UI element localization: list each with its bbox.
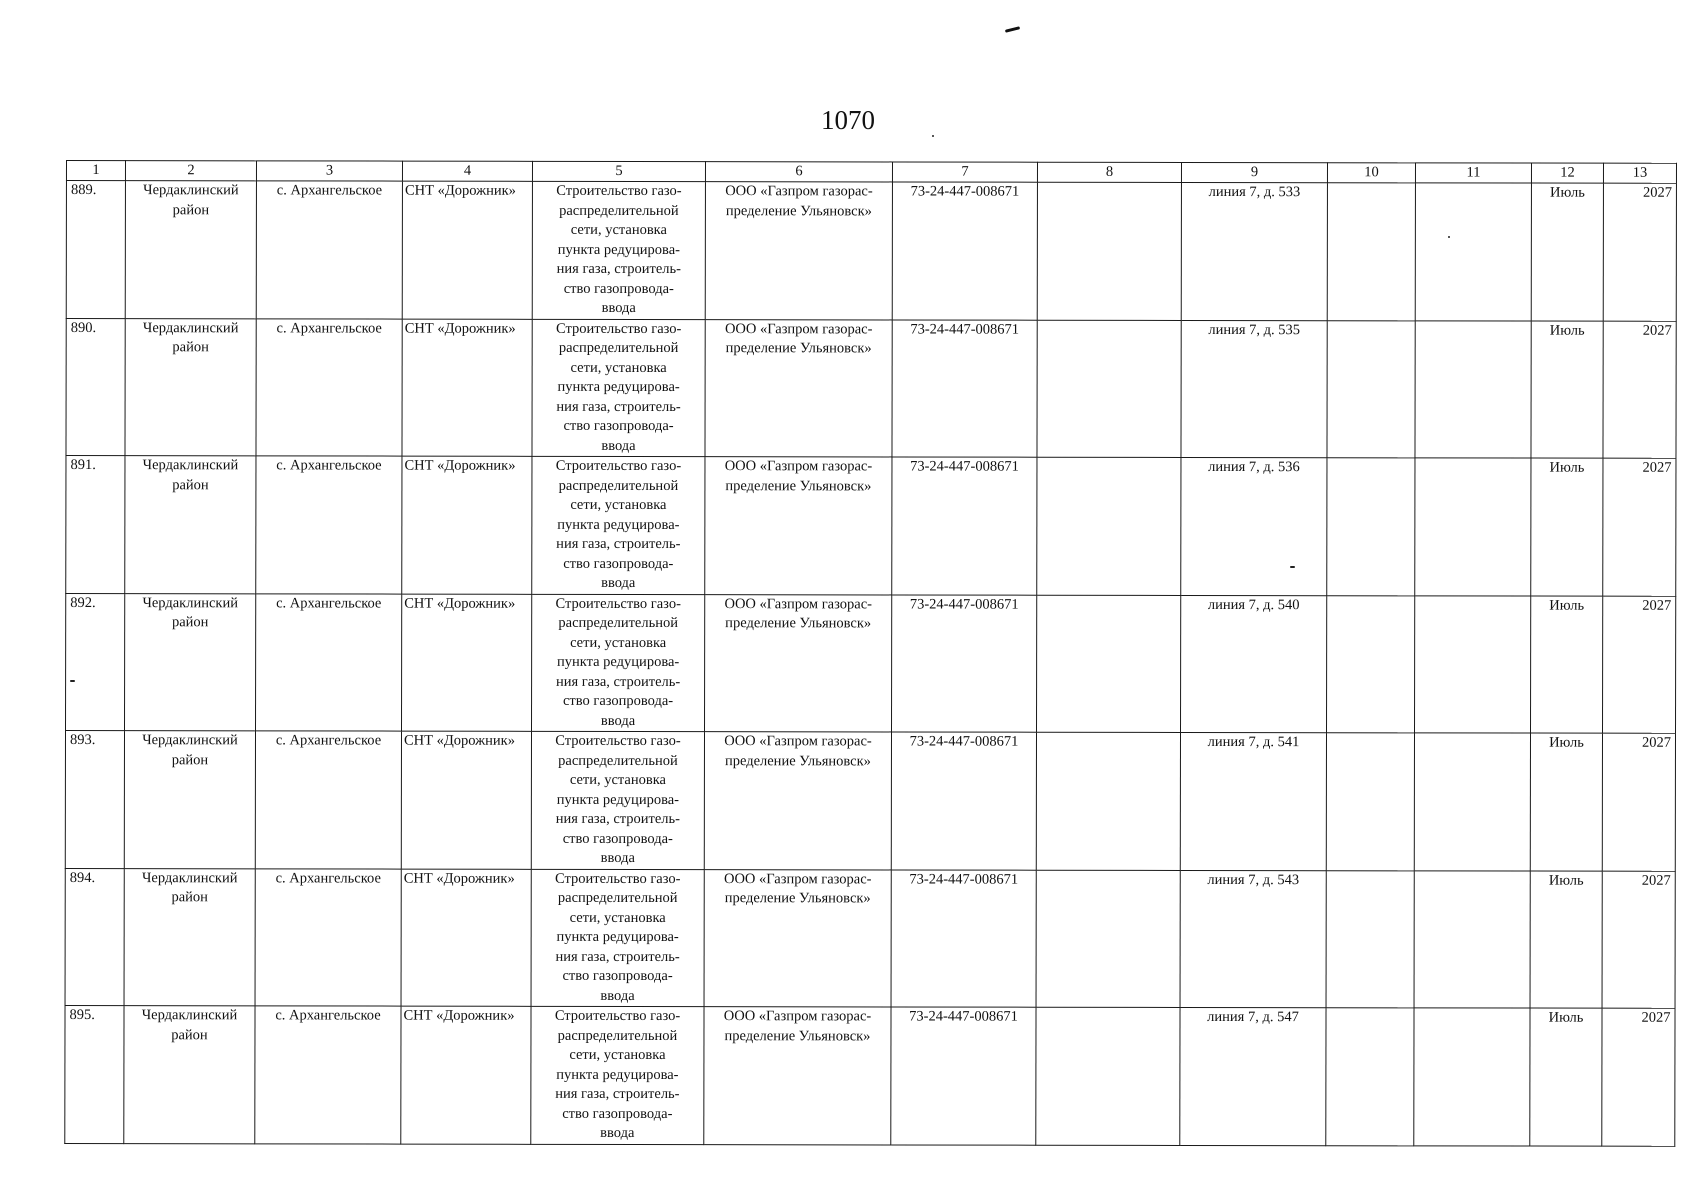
table-row xyxy=(65,1005,1675,1145)
table-body xyxy=(65,181,1677,1146)
work-description-line: распределительной xyxy=(557,1027,678,1044)
organization-line: пределение Ульяновск» xyxy=(725,615,872,632)
month-cell: Июль xyxy=(1531,183,1603,321)
table-row xyxy=(66,181,1676,321)
address-cell: линия 7, д. 543 xyxy=(1180,870,1326,1008)
column-10-cell xyxy=(1326,733,1414,871)
work-description-line: пункта редуцирова- xyxy=(556,928,679,946)
district-name: Чердаклинский xyxy=(142,594,239,611)
year-cell: 2027 xyxy=(1602,1008,1675,1146)
district-type: район xyxy=(171,751,209,768)
code-cell: 73-24-447-008671 xyxy=(892,457,1037,595)
work-description-line: Строительство газо- xyxy=(556,320,682,337)
column-10-cell xyxy=(1326,1008,1414,1146)
object-cell: СНТ «Дорожник» xyxy=(401,869,531,1007)
settlement-cell: с. Архангельское xyxy=(256,593,402,731)
table-row xyxy=(65,868,1675,1008)
column-header-10: 10 xyxy=(1327,163,1415,183)
code-cell: 73-24-447-008671 xyxy=(892,182,1037,320)
organization-cell xyxy=(705,182,892,320)
work-description-line: Строительство газо- xyxy=(555,457,682,475)
column-header-11: 11 xyxy=(1415,163,1531,183)
work-description-line: Строительство газо- xyxy=(555,870,681,887)
work-description-line: ввода xyxy=(600,712,636,729)
organization-line: ООО «Газпром газорас- xyxy=(724,320,873,337)
month-cell: Июль xyxy=(1530,871,1602,1009)
column-8-cell xyxy=(1037,457,1181,595)
district-type: район xyxy=(171,1026,208,1043)
column-8-cell xyxy=(1037,595,1181,733)
work-description-line: пункта редуцирова- xyxy=(556,1066,679,1083)
row-number: 893. xyxy=(65,731,124,869)
row-number: 892. xyxy=(66,593,125,731)
work-description-cell xyxy=(532,319,705,457)
work-description-line: ния газа, строитель- xyxy=(555,810,681,828)
work-description-line: распределительной xyxy=(558,614,678,632)
code-cell: 73-24-447-008671 xyxy=(891,732,1036,870)
work-description-line: сети, установка xyxy=(570,496,667,514)
page-number: 1070 xyxy=(821,105,875,135)
column-8-cell xyxy=(1037,182,1181,320)
work-description-line: ство газопровода- xyxy=(562,1105,673,1122)
organization-line: ООО «Газпром газорас- xyxy=(723,1008,872,1025)
work-description-line: сети, установка xyxy=(570,221,667,239)
column-10-cell xyxy=(1327,458,1415,596)
work-description-line: сети, установка xyxy=(570,634,667,651)
work-description-line: распределительной xyxy=(559,202,679,219)
settlement-cell: с. Архангельское xyxy=(256,181,402,319)
object-cell: СНТ «Дорожник» xyxy=(401,1006,531,1144)
column-header-1: 1 xyxy=(66,161,125,181)
column-header-7: 7 xyxy=(892,162,1037,182)
row-number: 889. xyxy=(66,181,125,319)
column-10-cell xyxy=(1326,870,1414,1008)
column-header-13: 13 xyxy=(1603,163,1676,183)
registry-table xyxy=(64,160,1677,1146)
settlement-cell: с. Архангельское xyxy=(255,868,401,1006)
work-description-line: ния газа, строитель- xyxy=(555,948,680,965)
work-description-line: пункта редуцирова- xyxy=(557,516,680,533)
column-8-cell xyxy=(1037,320,1181,458)
column-11-cell xyxy=(1415,595,1531,733)
column-11-cell xyxy=(1415,183,1531,321)
work-description-line: ния газа, строитель- xyxy=(555,673,681,690)
work-description-cell xyxy=(532,181,705,319)
month-cell: Июль xyxy=(1530,733,1602,871)
work-description-line: ство газопровода- xyxy=(562,692,674,710)
work-description-cell xyxy=(532,594,705,732)
object-cell: СНТ «Дорожник» xyxy=(402,594,532,732)
work-description-line: ния газа, строитель- xyxy=(555,1085,680,1103)
object-cell: СНТ «Дорожник» xyxy=(401,731,531,869)
address-cell: линия 7, д. 540 xyxy=(1181,595,1327,733)
district-type: район xyxy=(172,476,209,493)
column-header-4: 4 xyxy=(402,161,532,181)
table-header xyxy=(66,161,1676,184)
work-description-line: пункта редуцирова- xyxy=(556,791,680,808)
district-cell xyxy=(125,181,256,319)
table-row xyxy=(66,318,1676,458)
work-description-line: ния газа, строитель- xyxy=(556,260,681,278)
table-row xyxy=(65,731,1675,871)
organization-line: пределение Ульяновск» xyxy=(725,340,872,357)
work-description-line: распределительной xyxy=(558,339,679,357)
organization-cell xyxy=(704,869,891,1007)
work-description-line: Строительство газо- xyxy=(554,1007,681,1025)
work-description-line: ввода xyxy=(601,299,636,316)
row-number: 890. xyxy=(66,318,125,456)
column-header-8: 8 xyxy=(1037,162,1181,182)
row-number: 895. xyxy=(65,1005,124,1143)
work-description-cell xyxy=(531,869,704,1007)
column-11-cell xyxy=(1415,320,1531,458)
month-cell: Июль xyxy=(1530,1008,1602,1146)
column-10-cell xyxy=(1327,183,1415,321)
settlement-cell: с. Архангельское xyxy=(256,318,402,456)
work-description-line: ния газа, строитель- xyxy=(556,398,681,415)
object-cell: СНТ «Дорожник» xyxy=(402,181,532,319)
column-10-cell xyxy=(1327,320,1415,458)
row-number: 894. xyxy=(65,868,124,1006)
organization-line: ООО «Газпром газорас- xyxy=(724,458,873,475)
organization-cell xyxy=(704,1007,891,1145)
work-description-line: ство газопровода- xyxy=(562,967,673,985)
district-type: район xyxy=(172,201,210,218)
organization-cell xyxy=(705,319,892,457)
work-description-line: Строительство газо- xyxy=(556,182,682,200)
year-cell: 2027 xyxy=(1602,733,1675,871)
address-cell: линия 7, д. 541 xyxy=(1180,732,1326,870)
column-8-cell xyxy=(1036,1007,1180,1145)
work-description-cell xyxy=(531,731,704,869)
organization-line: пределение Ульяновск» xyxy=(724,752,871,769)
district-type: район xyxy=(171,889,208,906)
district-name: Чердаклинский xyxy=(143,182,239,199)
organization-line: пределение Ульяновск» xyxy=(724,890,871,907)
code-cell: 73-24-447-008671 xyxy=(892,319,1037,457)
month-cell: Июль xyxy=(1531,596,1603,734)
district-cell xyxy=(125,318,256,456)
work-description-line: ввода xyxy=(600,849,635,866)
column-8-cell xyxy=(1036,732,1180,870)
column-header-3: 3 xyxy=(256,161,402,181)
district-type: район xyxy=(171,614,209,631)
work-description-cell xyxy=(531,1006,704,1144)
month-cell: Июль xyxy=(1531,321,1603,459)
work-description-line: ввода xyxy=(601,574,636,591)
year-cell: 2027 xyxy=(1603,458,1676,596)
organization-line: пределение Ульяновск» xyxy=(725,202,872,219)
column-11-cell xyxy=(1414,733,1530,871)
code-cell: 73-24-447-008671 xyxy=(892,594,1037,732)
column-10-cell xyxy=(1327,595,1415,733)
district-cell xyxy=(124,868,255,1006)
work-description-line: распределительной xyxy=(558,752,678,769)
organization-line: ООО «Газпром газорас- xyxy=(724,595,872,612)
organization-cell xyxy=(705,594,892,732)
organization-line: пределение Ульяновск» xyxy=(724,1027,871,1044)
organization-line: ООО «Газпром газорас- xyxy=(725,183,873,200)
settlement-cell: с. Архангельское xyxy=(255,1006,401,1144)
table-row xyxy=(66,456,1676,596)
address-cell: линия 7, д. 535 xyxy=(1181,320,1327,458)
district-name: Чердаклинский xyxy=(141,1007,238,1024)
district-cell xyxy=(124,1006,255,1144)
district-cell xyxy=(125,456,256,594)
address-cell: линия 7, д. 536 xyxy=(1181,457,1327,595)
district-name: Чердаклинский xyxy=(142,319,239,336)
settlement-cell: с. Архангельское xyxy=(256,456,402,594)
work-description-line: ввода xyxy=(600,987,635,1004)
district-name: Чердаклинский xyxy=(142,732,238,749)
column-11-cell xyxy=(1414,1008,1530,1146)
column-11-cell xyxy=(1415,458,1531,596)
work-description-line: ввода xyxy=(601,437,636,454)
column-header-5: 5 xyxy=(532,161,705,181)
column-header-9: 9 xyxy=(1181,162,1327,182)
organization-cell xyxy=(704,732,891,870)
district-name: Чердаклинский xyxy=(141,869,238,886)
year-cell: 2027 xyxy=(1603,321,1676,459)
year-cell: 2027 xyxy=(1603,183,1676,321)
district-cell xyxy=(124,731,255,869)
month-cell: Июль xyxy=(1531,458,1603,596)
work-description-line: ство газопровода- xyxy=(563,555,674,572)
column-8-cell xyxy=(1036,870,1180,1008)
object-cell: СНТ «Дорожник» xyxy=(402,319,532,457)
organization-line: пределение Ульяновск» xyxy=(725,477,872,494)
code-cell: 73-24-447-008671 xyxy=(891,869,1036,1007)
district-name: Чердаклинский xyxy=(142,457,239,474)
work-description-line: ство газопровода- xyxy=(562,830,673,847)
district-type: район xyxy=(172,339,209,356)
year-cell: 2027 xyxy=(1602,871,1675,1009)
organization-cell xyxy=(705,457,892,595)
table-row xyxy=(66,593,1676,733)
column-header-12: 12 xyxy=(1531,163,1603,183)
work-description-line: ния газа, строитель- xyxy=(556,535,681,553)
code-cell: 73-24-447-008671 xyxy=(891,1007,1036,1145)
object-cell: СНТ «Дорожник» xyxy=(402,456,532,594)
organization-line: ООО «Газпром газорас- xyxy=(723,870,872,887)
row-number: 891. xyxy=(66,456,125,594)
work-description-line: распределительной xyxy=(558,477,679,494)
district-cell xyxy=(125,593,256,731)
address-cell: линия 7, д. 547 xyxy=(1180,1007,1326,1145)
work-description-line: пункта редуцирова- xyxy=(557,378,680,396)
column-11-cell xyxy=(1414,870,1530,1008)
work-description-line: пункта редуцирова- xyxy=(557,241,680,258)
column-header-6: 6 xyxy=(705,162,892,182)
work-description-line: ство газопровода- xyxy=(563,417,674,435)
organization-line: ООО «Газпром газорас- xyxy=(724,733,872,750)
work-description-line: Строительство газо- xyxy=(555,595,681,612)
work-description-line: сети, установка xyxy=(569,909,666,926)
work-description-line: Строительство газо- xyxy=(555,732,681,750)
settlement-cell: с. Архангельское xyxy=(255,731,401,869)
column-header-2: 2 xyxy=(125,161,256,181)
work-description-line: сети, установка xyxy=(569,1046,666,1064)
work-description-cell xyxy=(532,456,705,594)
work-description-line: ввода xyxy=(600,1124,635,1141)
address-cell: линия 7, д. 533 xyxy=(1181,182,1327,320)
column-number-row xyxy=(66,161,1676,184)
work-description-line: распределительной xyxy=(557,889,678,907)
year-cell: 2027 xyxy=(1603,596,1676,734)
work-description-line: сети, установка xyxy=(569,771,667,789)
scan-artifact-mark xyxy=(1005,26,1020,33)
work-description-line: пункта редуцирова- xyxy=(556,653,680,671)
work-description-line: сети, установка xyxy=(570,359,667,376)
work-description-line: ство газопровода- xyxy=(563,280,674,297)
